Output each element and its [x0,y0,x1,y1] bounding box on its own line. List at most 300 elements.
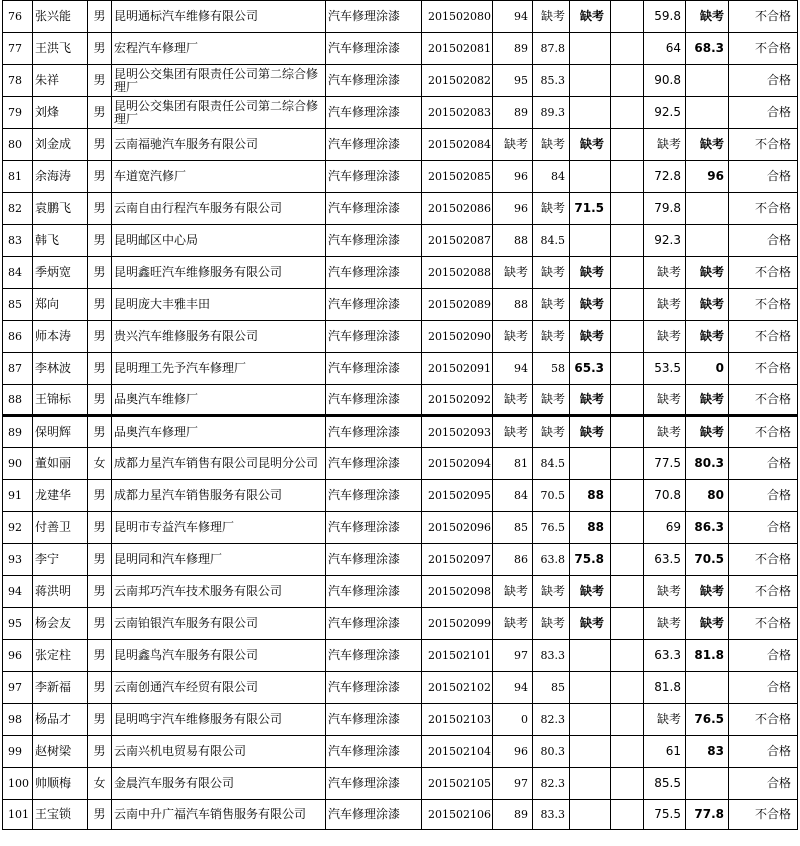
score-2: 84.5 [533,225,570,257]
score-3: 缺考 [570,257,611,289]
table-row [3,97,798,129]
trade-name: 汽车修理涂漆 [326,97,422,129]
company-name: 昆明鑫鸟汽车服务有限公司 [112,640,326,672]
score-3: 88 [570,480,611,512]
student-name: 朱祥 [33,65,88,97]
score-5: 75.5 [644,800,686,830]
row-number: 98 [3,704,33,736]
score-4 [611,672,644,704]
score-3: 缺考 [570,321,611,353]
table-row [3,736,798,768]
company-name: 昆明庞大丰雅丰田 [112,289,326,321]
score-3 [570,800,611,830]
result-status: 不合格 [729,321,798,353]
exam-id: 201502094 [422,448,493,480]
trade-name: 汽车修理涂漆 [326,33,422,65]
score-6: 缺考 [686,576,729,608]
score-3: 缺考 [570,129,611,161]
score-5: 92.3 [644,225,686,257]
table-row [3,1,798,33]
trade-name: 汽车修理涂漆 [326,736,422,768]
score-4 [611,1,644,33]
trade-name: 汽车修理涂漆 [326,448,422,480]
score-4 [611,161,644,193]
trade-name: 汽车修理涂漆 [326,416,422,448]
company-name: 昆明公交集团有限责任公司第二综合修理厂 [112,65,326,97]
score-4 [611,576,644,608]
student-name: 袁鹏飞 [33,193,88,225]
row-number: 84 [3,257,33,289]
score-2: 82.3 [533,768,570,800]
score-6: 70.5 [686,544,729,576]
exam-id: 201502097 [422,544,493,576]
score-3: 88 [570,512,611,544]
score-1: 缺考 [493,321,533,353]
result-status: 不合格 [729,129,798,161]
score-3 [570,33,611,65]
score-6: 缺考 [686,416,729,448]
table-row [3,480,798,512]
score-5: 61 [644,736,686,768]
student-name: 师本涛 [33,321,88,353]
score-5: 63.3 [644,640,686,672]
score-5: 59.8 [644,1,686,33]
table-row [3,512,798,544]
exam-id: 201502085 [422,161,493,193]
score-1: 89 [493,800,533,830]
row-number: 89 [3,416,33,448]
score-1: 缺考 [493,385,533,416]
score-4 [611,321,644,353]
trade-name: 汽车修理涂漆 [326,672,422,704]
score-1: 81 [493,448,533,480]
exam-id: 201502103 [422,704,493,736]
score-2: 85 [533,672,570,704]
trade-name: 汽车修理涂漆 [326,289,422,321]
score-3: 缺考 [570,289,611,321]
score-3 [570,672,611,704]
gender: 男 [88,576,112,608]
row-number: 80 [3,129,33,161]
row-number: 81 [3,161,33,193]
table-row [3,704,798,736]
score-6: 80.3 [686,448,729,480]
score-6 [686,193,729,225]
score-3: 缺考 [570,608,611,640]
score-5: 缺考 [644,289,686,321]
row-number: 76 [3,1,33,33]
row-number: 77 [3,33,33,65]
table-row [3,193,798,225]
score-5: 缺考 [644,704,686,736]
trade-name: 汽车修理涂漆 [326,480,422,512]
company-name: 昆明通标汽车维修有限公司 [112,1,326,33]
student-name: 韩飞 [33,225,88,257]
score-6: 缺考 [686,257,729,289]
company-name: 云南自由行程汽车服务有限公司 [112,193,326,225]
results-table-body [3,1,798,830]
exam-id: 201502092 [422,385,493,416]
exam-id: 201502082 [422,65,493,97]
score-5: 缺考 [644,608,686,640]
score-5: 53.5 [644,353,686,385]
company-name: 金晨汽车服务有限公司 [112,768,326,800]
gender: 男 [88,161,112,193]
company-name: 云南邦巧汽车技术服务有限公司 [112,576,326,608]
score-6: 76.5 [686,704,729,736]
score-3 [570,704,611,736]
score-5: 缺考 [644,321,686,353]
score-1: 88 [493,289,533,321]
score-1: 94 [493,672,533,704]
score-3 [570,448,611,480]
score-1: 96 [493,161,533,193]
result-status: 不合格 [729,576,798,608]
company-name: 品奥汽车修理厂 [112,416,326,448]
exam-id: 201502095 [422,480,493,512]
row-number: 101 [3,800,33,830]
company-name: 贵兴汽车维修服务有限公司 [112,321,326,353]
table-row [3,257,798,289]
score-2: 83.3 [533,800,570,830]
exam-id: 201502106 [422,800,493,830]
student-name: 李新福 [33,672,88,704]
row-number: 95 [3,608,33,640]
score-3: 71.5 [570,193,611,225]
score-6: 83 [686,736,729,768]
score-3: 75.8 [570,544,611,576]
score-6: 68.3 [686,33,729,65]
table-row [3,129,798,161]
exam-id: 201502088 [422,257,493,289]
result-status: 合格 [729,448,798,480]
score-6: 0 [686,353,729,385]
table-row [3,33,798,65]
student-name: 龙建华 [33,480,88,512]
score-6: 86.3 [686,512,729,544]
score-5: 63.5 [644,544,686,576]
score-5: 72.8 [644,161,686,193]
score-3: 65.3 [570,353,611,385]
company-name: 云南中升广福汽车销售服务有限公司 [112,800,326,830]
row-number: 82 [3,193,33,225]
gender: 男 [88,289,112,321]
score-3 [570,225,611,257]
table-row [3,65,798,97]
score-4 [611,257,644,289]
trade-name: 汽车修理涂漆 [326,608,422,640]
score-2: 85.3 [533,65,570,97]
score-2: 84.5 [533,448,570,480]
score-1: 96 [493,193,533,225]
score-4 [611,353,644,385]
score-2: 缺考 [533,193,570,225]
score-2: 70.5 [533,480,570,512]
student-name: 刘烽 [33,97,88,129]
exam-id: 201502101 [422,640,493,672]
score-2: 缺考 [533,257,570,289]
company-name: 成都力星汽车销售服务有限公司 [112,480,326,512]
score-5: 92.5 [644,97,686,129]
score-1: 缺考 [493,608,533,640]
score-4 [611,512,644,544]
score-6: 缺考 [686,1,729,33]
score-6: 缺考 [686,321,729,353]
student-name: 保明辉 [33,416,88,448]
exam-id: 201502105 [422,768,493,800]
score-5: 90.8 [644,65,686,97]
result-status: 不合格 [729,33,798,65]
student-name: 杨会友 [33,608,88,640]
gender: 女 [88,768,112,800]
student-name: 王锦标 [33,385,88,416]
student-name: 董如丽 [33,448,88,480]
exam-id: 201502099 [422,608,493,640]
row-number: 97 [3,672,33,704]
exam-id: 201502084 [422,129,493,161]
table-row [3,321,798,353]
score-4 [611,480,644,512]
results-table [2,0,798,830]
gender: 男 [88,672,112,704]
result-status: 不合格 [729,193,798,225]
score-4 [611,736,644,768]
row-number: 91 [3,480,33,512]
score-2: 89.3 [533,97,570,129]
result-status: 不合格 [729,608,798,640]
exam-id: 201502093 [422,416,493,448]
student-name: 郑向 [33,289,88,321]
gender: 男 [88,704,112,736]
score-3 [570,161,611,193]
score-2: 缺考 [533,1,570,33]
score-6: 缺考 [686,289,729,321]
result-status: 不合格 [729,800,798,830]
score-5: 缺考 [644,257,686,289]
gender: 男 [88,512,112,544]
table-row [3,672,798,704]
trade-name: 汽车修理涂漆 [326,257,422,289]
score-1: 缺考 [493,129,533,161]
company-name: 昆明同和汽车修理厂 [112,544,326,576]
score-1: 86 [493,544,533,576]
score-2: 缺考 [533,608,570,640]
company-name: 云南创通汽车经贸有限公司 [112,672,326,704]
row-number: 99 [3,736,33,768]
score-1: 97 [493,640,533,672]
table-row [3,353,798,385]
score-4 [611,544,644,576]
score-6: 77.8 [686,800,729,830]
score-4 [611,289,644,321]
exam-id: 201502091 [422,353,493,385]
result-status: 合格 [729,97,798,129]
exam-id: 201502096 [422,512,493,544]
gender: 男 [88,97,112,129]
result-status: 合格 [729,768,798,800]
table-row [3,640,798,672]
score-1: 97 [493,768,533,800]
result-status: 不合格 [729,1,798,33]
result-status: 不合格 [729,289,798,321]
score-1: 89 [493,97,533,129]
score-5: 缺考 [644,576,686,608]
row-number: 100 [3,768,33,800]
gender: 男 [88,321,112,353]
table-row [3,544,798,576]
student-name: 王洪飞 [33,33,88,65]
score-1: 84 [493,480,533,512]
result-status: 合格 [729,512,798,544]
score-2: 58 [533,353,570,385]
score-1: 0 [493,704,533,736]
score-6: 81.8 [686,640,729,672]
exam-id: 201502080 [422,1,493,33]
gender: 男 [88,416,112,448]
score-5: 70.8 [644,480,686,512]
score-1: 94 [493,353,533,385]
score-2: 80.3 [533,736,570,768]
score-2: 76.5 [533,512,570,544]
gender: 男 [88,1,112,33]
score-4 [611,193,644,225]
score-4 [611,768,644,800]
score-3 [570,640,611,672]
score-2: 82.3 [533,704,570,736]
score-4 [611,800,644,830]
company-name: 昆明市专益汽车修理厂 [112,512,326,544]
gender: 女 [88,448,112,480]
row-number: 93 [3,544,33,576]
student-name: 张兴能 [33,1,88,33]
result-status: 不合格 [729,353,798,385]
gender: 男 [88,129,112,161]
trade-name: 汽车修理涂漆 [326,768,422,800]
score-4 [611,33,644,65]
result-status: 不合格 [729,704,798,736]
score-1: 96 [493,736,533,768]
student-name: 付善卫 [33,512,88,544]
row-number: 88 [3,385,33,416]
student-name: 余海涛 [33,161,88,193]
score-5: 69 [644,512,686,544]
student-name: 王宝锁 [33,800,88,830]
gender: 男 [88,65,112,97]
trade-name: 汽车修理涂漆 [326,576,422,608]
table-row [3,416,798,448]
result-status: 合格 [729,672,798,704]
row-number: 92 [3,512,33,544]
score-6: 缺考 [686,129,729,161]
score-4 [611,704,644,736]
score-1: 缺考 [493,257,533,289]
score-6: 80 [686,480,729,512]
score-5: 85.5 [644,768,686,800]
result-status: 合格 [729,640,798,672]
table-row [3,608,798,640]
trade-name: 汽车修理涂漆 [326,544,422,576]
result-status: 不合格 [729,385,798,416]
score-3 [570,768,611,800]
score-1: 88 [493,225,533,257]
company-name: 云南兴机电贸易有限公司 [112,736,326,768]
exam-id: 201502087 [422,225,493,257]
score-3: 缺考 [570,1,611,33]
result-status: 合格 [729,225,798,257]
gender: 男 [88,640,112,672]
score-1: 85 [493,512,533,544]
score-3 [570,65,611,97]
score-5: 缺考 [644,416,686,448]
gender: 男 [88,736,112,768]
gender: 男 [88,480,112,512]
score-5: 缺考 [644,385,686,416]
score-4 [611,65,644,97]
gender: 男 [88,33,112,65]
table-row [3,289,798,321]
score-4 [611,225,644,257]
gender: 男 [88,800,112,830]
trade-name: 汽车修理涂漆 [326,129,422,161]
score-2: 缺考 [533,576,570,608]
row-number: 83 [3,225,33,257]
score-1: 缺考 [493,576,533,608]
score-6: 缺考 [686,608,729,640]
row-number: 96 [3,640,33,672]
trade-name: 汽车修理涂漆 [326,640,422,672]
trade-name: 汽车修理涂漆 [326,225,422,257]
table-row [3,768,798,800]
result-status: 不合格 [729,416,798,448]
row-number: 79 [3,97,33,129]
score-2: 缺考 [533,385,570,416]
score-6: 96 [686,161,729,193]
score-5: 缺考 [644,129,686,161]
trade-name: 汽车修理涂漆 [326,512,422,544]
trade-name: 汽车修理涂漆 [326,321,422,353]
score-5: 79.8 [644,193,686,225]
row-number: 85 [3,289,33,321]
company-name: 昆明鑫旺汽车维修服务有限公司 [112,257,326,289]
score-5: 81.8 [644,672,686,704]
result-status: 不合格 [729,544,798,576]
company-name: 云南福驰汽车服务有限公司 [112,129,326,161]
score-1: 94 [493,1,533,33]
score-4 [611,640,644,672]
company-name: 昆明理工先予汽车修理厂 [112,353,326,385]
score-5: 77.5 [644,448,686,480]
score-3: 缺考 [570,385,611,416]
result-status: 合格 [729,480,798,512]
company-name: 宏程汽车修理厂 [112,33,326,65]
score-1: 缺考 [493,416,533,448]
row-number: 87 [3,353,33,385]
score-5: 64 [644,33,686,65]
score-3: 缺考 [570,576,611,608]
score-1: 95 [493,65,533,97]
company-name: 车道宽汽修厂 [112,161,326,193]
score-6 [686,768,729,800]
table-row [3,448,798,480]
score-4 [611,97,644,129]
gender: 男 [88,544,112,576]
score-6: 缺考 [686,385,729,416]
gender: 男 [88,257,112,289]
score-1: 89 [493,33,533,65]
result-status: 合格 [729,161,798,193]
student-name: 张定柱 [33,640,88,672]
score-4 [611,416,644,448]
